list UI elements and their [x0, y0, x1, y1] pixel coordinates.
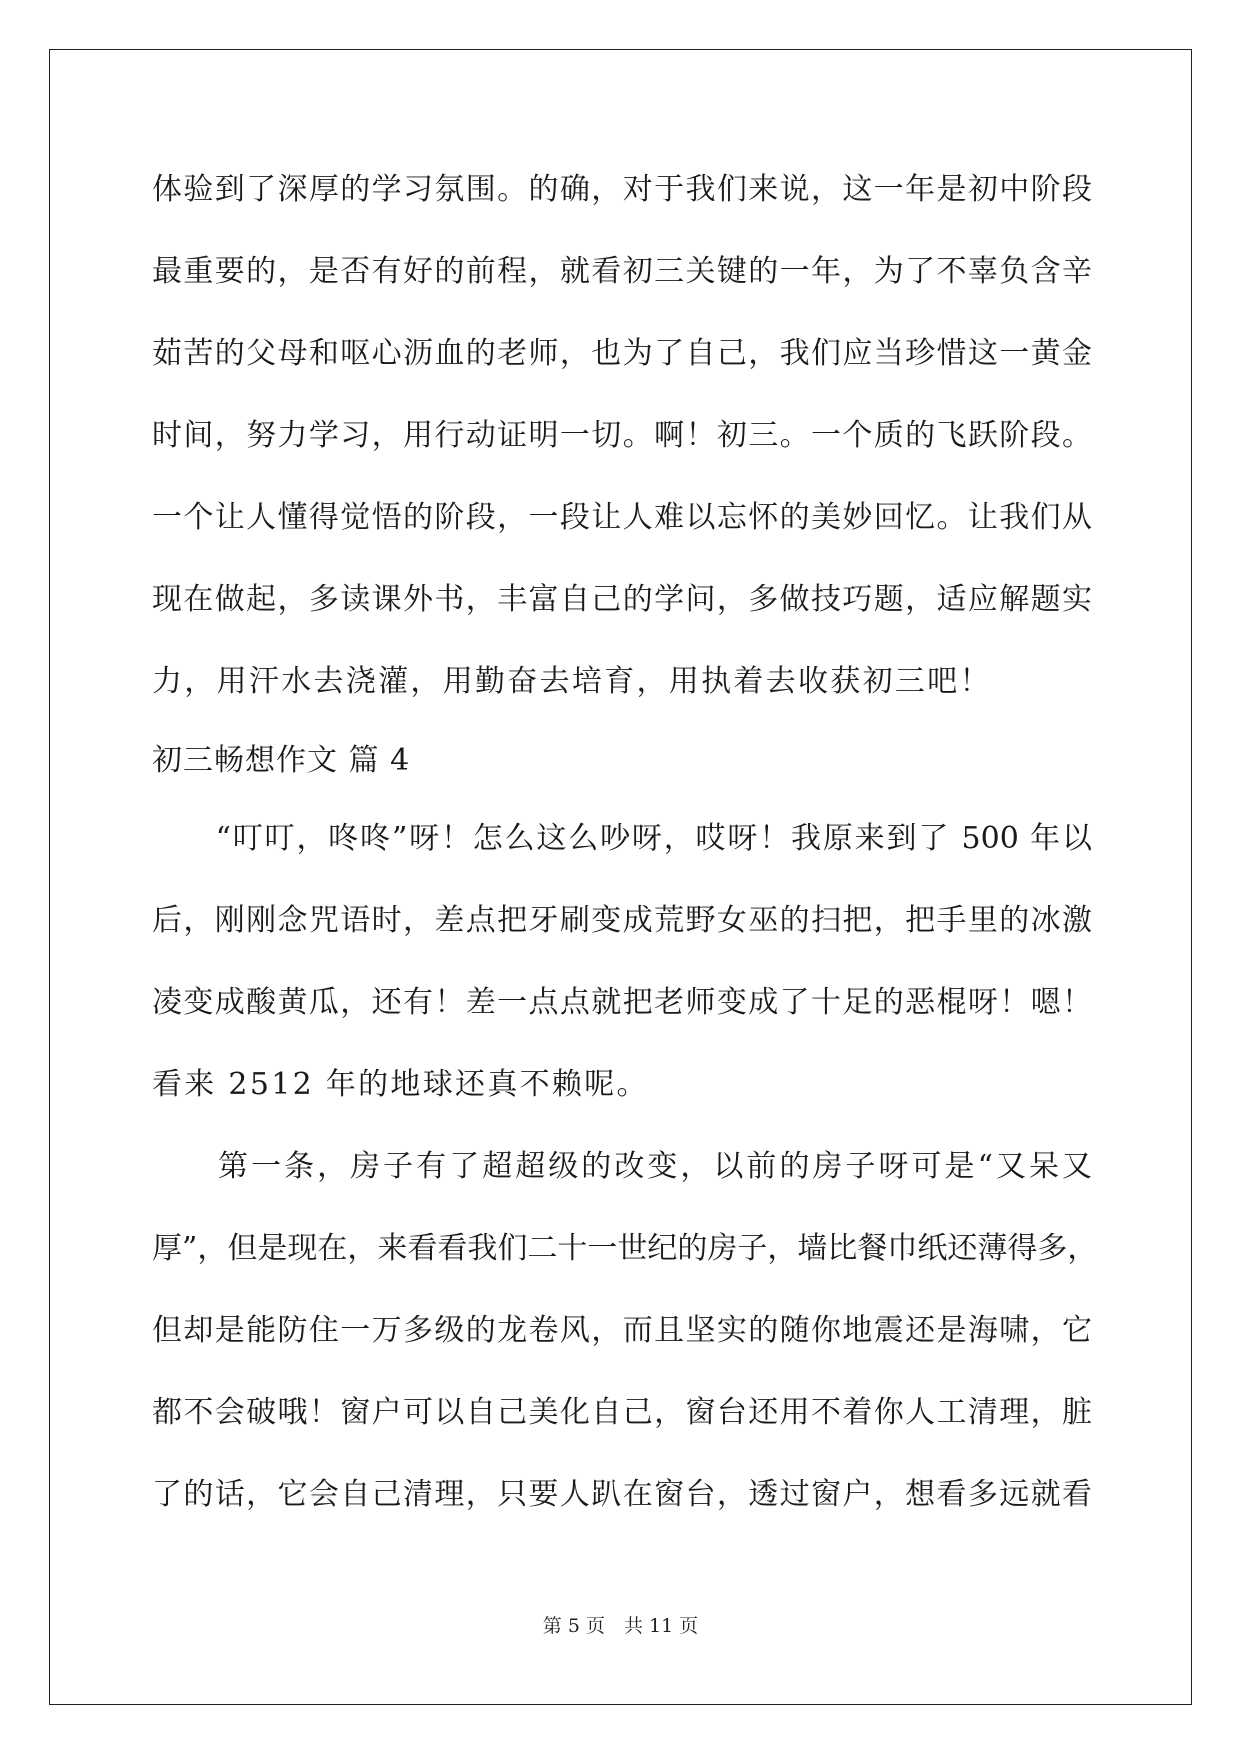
text-line: 现在做起，多读课外书，丰富自己的学问，多做技巧题，适应解题实: [152, 582, 1092, 617]
document-body: [152, 162, 1098, 1549]
text-line: 一个让人懂得觉悟的阶段，一段让人难以忘怀的美妙回忆。让我们从: [152, 500, 1092, 535]
text-line: 力，用汗水去浇灌，用勤奋去培育，用执着去收获初三吧！: [152, 664, 992, 699]
text-line: “叮叮，咚咚”呀！怎么这么吵呀，哎呀！我原来到了 500 年以: [152, 821, 1092, 856]
section-heading: 初三畅想作文 篇 4: [152, 743, 411, 778]
text-line: 第一条，房子有了超超级的改变，以前的房子呀可是“又呆又: [152, 1149, 1092, 1184]
text-line: 但却是能防住一万多级的龙卷风，而且坚实的随你地震还是海啸，它: [152, 1313, 1092, 1348]
text-line: 凌变成酸黄瓜，还有！差一点点就把老师变成了十足的恶棍呀！嗯！: [152, 985, 1092, 1020]
text-line: 都不会破哦！窗户可以自己美化自己，窗台还用不着你人工清理，脏: [152, 1395, 1092, 1430]
text-line: 体验到了深厚的学习氛围。的确，对于我们来说，这一年是初中阶段: [152, 172, 1092, 207]
text-line: 时间，努力学习，用行动证明一切。啊！初三。一个质的飞跃阶段。: [152, 418, 1092, 453]
text-line: 厚”，但是现在，来看看我们二十一世纪的房子，墙比餐巾纸还薄得多，: [152, 1231, 1098, 1266]
text-line: 茹苦的父母和呕心沥血的老师，也为了自己，我们应当珍惜这一黄金: [152, 336, 1092, 371]
text-line: 了的话，它会自己清理，只要人趴在窗台，透过窗户，想看多远就看: [152, 1477, 1092, 1512]
text-line: 看来 2512 年的地球还真不赖呢。: [152, 1067, 649, 1102]
page-number: [0, 1611, 1241, 1638]
page-number-text: 第 5 页 共 11 页: [542, 1615, 699, 1637]
text-line: 最重要的，是否有好的前程，就看初三关键的一年，为了不辜负含辛: [152, 254, 1092, 289]
text-line: 后，刚刚念咒语时，差点把牙刷变成荒野女巫的扫把，把手里的冰激: [152, 903, 1092, 938]
